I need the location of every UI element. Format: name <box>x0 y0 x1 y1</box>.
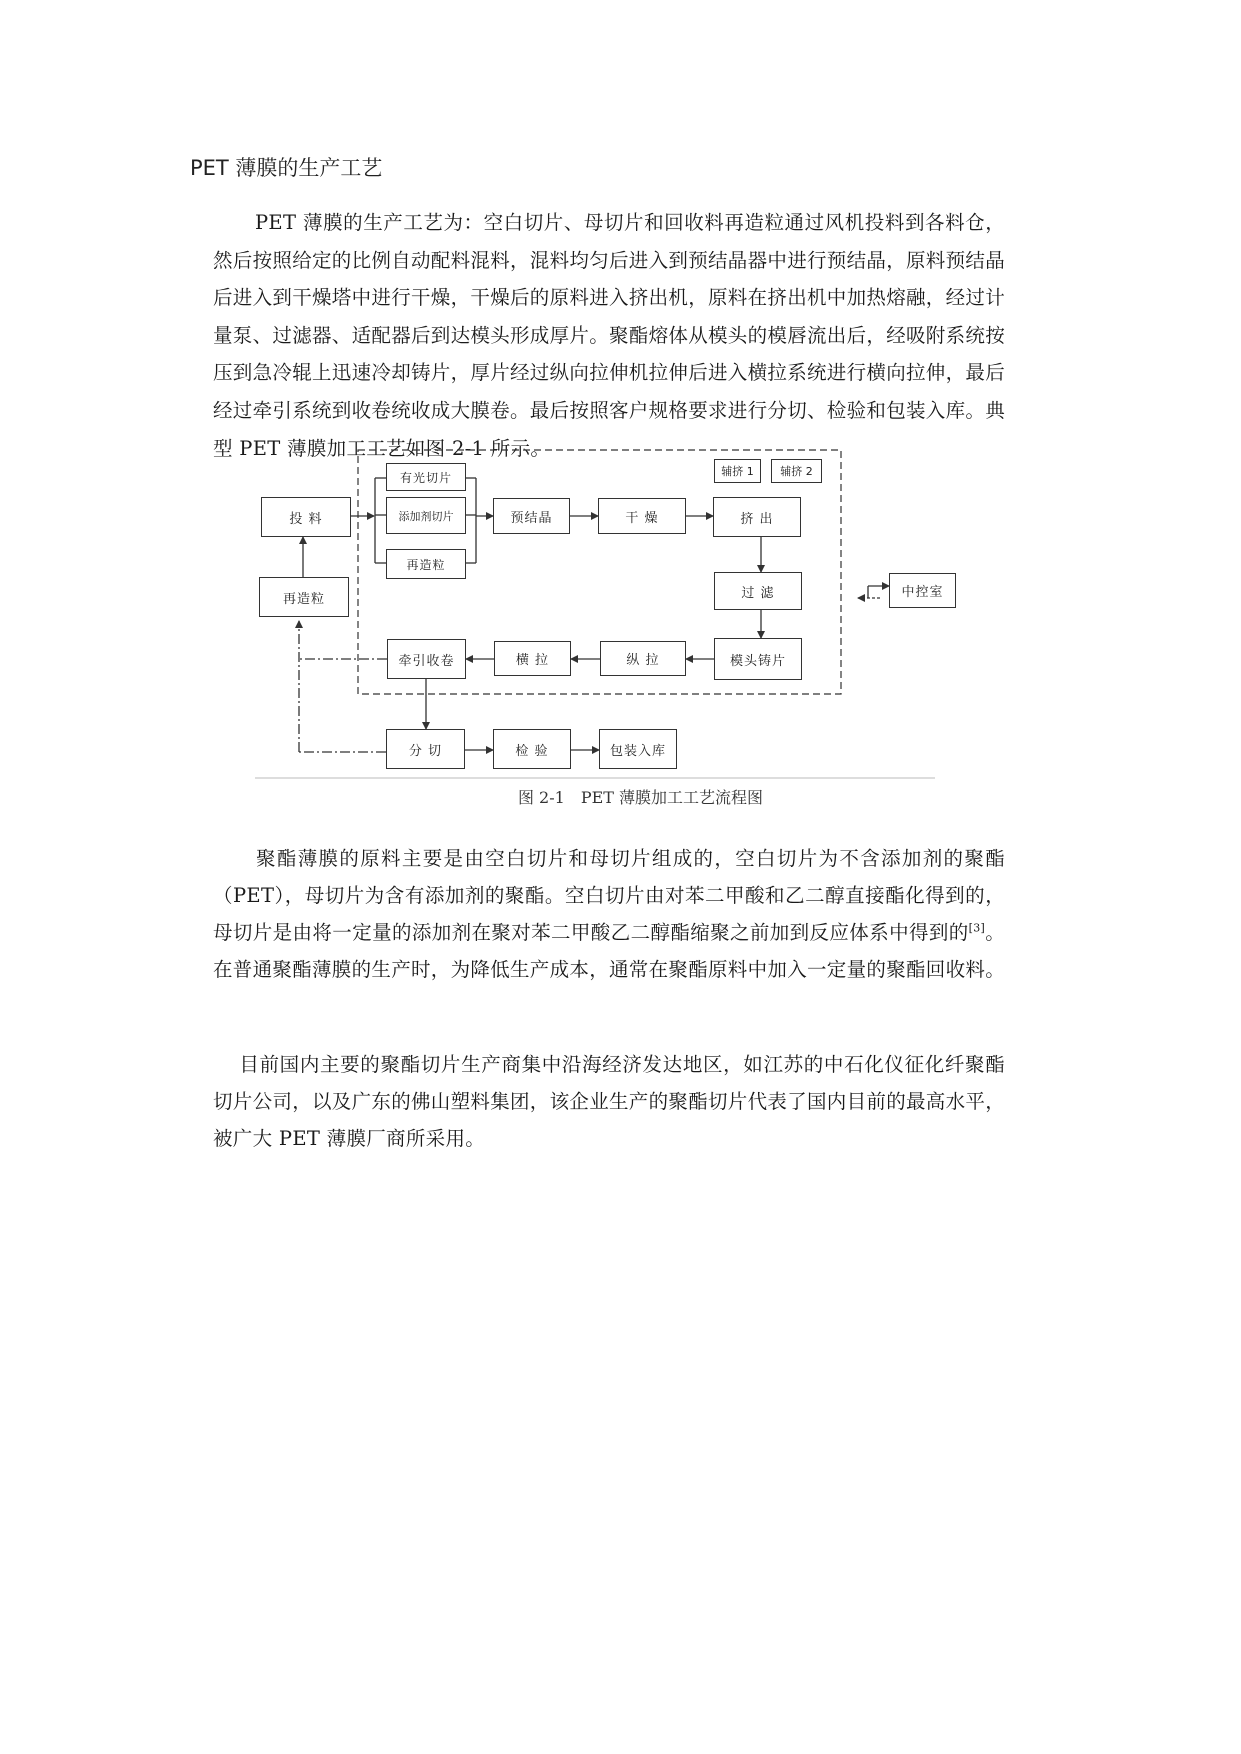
node-jianyan: 检 验 <box>493 729 571 769</box>
citation-ref: [3] <box>968 921 986 935</box>
paragraph-materials-text-end: 。在普通聚酯薄膜的生产时，为降低生产成本，通常在聚酯原料中加入一定量的聚酯回收料。 <box>213 921 1006 981</box>
node-zaizaoli-left: 再造粒 <box>259 577 349 617</box>
paragraph-process-text: PET 薄膜的生产工艺为：空白切片、母切片和回收料再造粒通过风机投料到各料仓，然后按照给定的比例自动配料混料，混料均匀后进入到预结晶器中进行预结晶，原料预结晶后进入到干燥塔中进行干燥，干燥后的原料进入挤出机，原料在挤出机中加热熔融，经过计量泵、过滤器、适配器后到达模头形成厚片。聚酯熔体从模头的模唇流出后，经吸附系统按压到急冷辊上迅速冷却铸片，厚片经过纵向拉伸机拉伸后进入横拉系统进行横向拉伸，最后经过牵引系统到收卷统收成大膜卷。最后按照客户规格要求进行分切、检验和包装入库。典型 PET 薄膜加工工艺如图 2-1 所示。 <box>213 211 1006 460</box>
paragraph-suppliers-text: 目前国内主要的聚酯切片生产商集中沿海经济发达地区，如江苏的中石化仪征化纤聚酯切片公司，以及广东的佛山塑料集团，该企业生产的聚酯切片代表了国内目前的最高水平，被广大 PET 薄膜厂商所采用。 <box>213 1053 1006 1150</box>
node-hengla: 横 拉 <box>494 641 571 676</box>
paragraph-materials <box>213 840 1005 988</box>
node-touliao: 投 料 <box>261 497 351 537</box>
page-heading: PET 薄膜的生产工艺 <box>190 156 383 180</box>
node-guolv: 过 滤 <box>714 572 802 610</box>
figure-caption: 图 2-1 PET 薄膜加工工艺流程图 <box>517 788 764 807</box>
node-zongla: 纵 拉 <box>600 641 686 676</box>
node-motou: 模头铸片 <box>714 638 802 680</box>
node-fuji1: 辅挤 1 <box>714 459 761 483</box>
node-qianyin: 牵引收卷 <box>387 639 466 679</box>
node-zaizaoli-inner: 再造粒 <box>386 549 466 579</box>
paragraph-process <box>213 204 1005 467</box>
node-fuji2: 辅挤 2 <box>771 459 822 483</box>
node-zhongkong: 中控室 <box>889 573 956 608</box>
node-fenqie: 分 切 <box>386 729 465 769</box>
node-baozhuang: 包装入库 <box>599 729 677 769</box>
node-tianjia: 添加剂切片 <box>386 497 466 534</box>
node-youguang: 有光切片 <box>386 463 466 491</box>
node-ganzao: 干 燥 <box>598 498 686 534</box>
paragraph-materials-text: 聚酯薄膜的原料主要是由空白切片和母切片组成的，空白切片为不含添加剂的聚酯（PET），母切片为含有添加剂的聚酯。空白切片由对苯二甲酸和乙二醇直接酯化得到的，母切片是由将一定量的添加剂在聚对苯二甲酸乙二醇酯缩聚之前加到反应体系中得到的 <box>213 847 1005 944</box>
node-yujiejing: 预结晶 <box>493 498 570 534</box>
paragraph-suppliers <box>213 1046 1005 1157</box>
node-jichu: 挤 出 <box>713 497 801 537</box>
